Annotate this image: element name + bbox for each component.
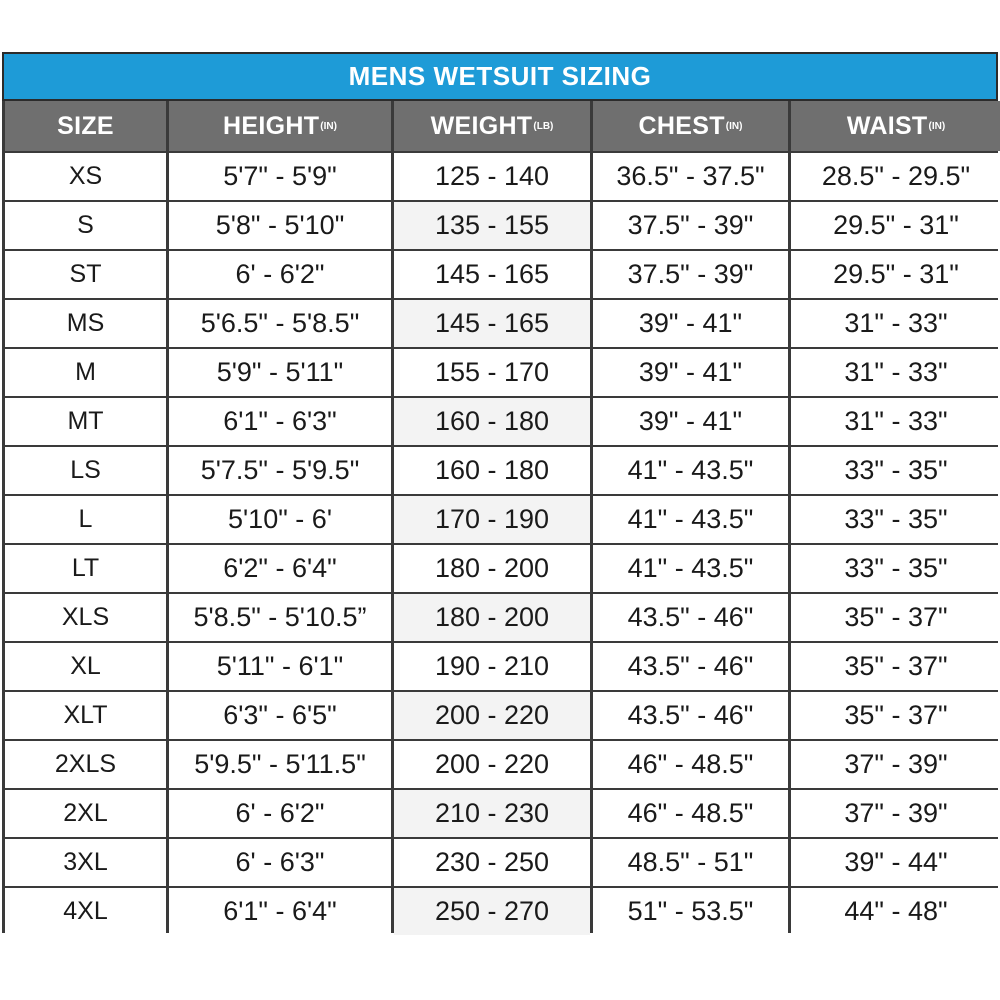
cell-weight: 180 - 200 [394, 545, 590, 592]
cell-size: M [5, 349, 166, 396]
cell-height: 6' - 6'2" [169, 251, 391, 298]
cell-chest: 37.5" - 39" [593, 202, 788, 249]
cell-height: 6' - 6'2" [169, 790, 391, 837]
cell-chest: 43.5" - 46" [593, 594, 788, 641]
cell-size: 3XL [5, 839, 166, 886]
header-label: HEIGHT [223, 111, 320, 140]
header-label: SIZE [57, 111, 114, 140]
cell-height: 5'11" - 6'1" [169, 643, 391, 690]
cell-waist: 35" - 37" [791, 643, 1000, 690]
cell-chest: 46" - 48.5" [593, 790, 788, 837]
cell-height: 5'7" - 5'9" [169, 153, 391, 200]
cell-weight: 125 - 140 [394, 153, 590, 200]
header-size [5, 101, 166, 151]
cell-size: 4XL [5, 888, 166, 935]
cell-chest: 41" - 43.5" [593, 496, 788, 543]
cell-size: XLT [5, 692, 166, 739]
cell-weight: 135 - 155 [394, 202, 590, 249]
cell-waist: 33" - 35" [791, 447, 1000, 494]
cell-chest: 37.5" - 39" [593, 251, 788, 298]
cell-chest: 43.5" - 46" [593, 643, 788, 690]
cell-chest: 36.5" - 37.5" [593, 153, 788, 200]
cell-size: 2XL [5, 790, 166, 837]
cell-size: LT [5, 545, 166, 592]
cell-size: S [5, 202, 166, 249]
header-chest [593, 101, 788, 151]
cell-waist: 31" - 33" [791, 300, 1000, 347]
header-weight [394, 101, 590, 151]
cell-waist: 31" - 33" [791, 349, 1000, 396]
cell-weight: 230 - 250 [394, 839, 590, 886]
cell-weight: 160 - 180 [394, 398, 590, 445]
cell-height: 5'8.5" - 5'10.5” [169, 594, 391, 641]
cell-height: 6'1" - 6'4" [169, 888, 391, 935]
header-unit: (LB) [533, 120, 554, 132]
cell-waist: 29.5" - 31" [791, 202, 1000, 249]
cell-size: XS [5, 153, 166, 200]
cell-waist: 33" - 35" [791, 496, 1000, 543]
sizing-chart [0, 52, 1000, 932]
header-unit: (IN) [725, 120, 743, 132]
cell-height: 6' - 6'3" [169, 839, 391, 886]
cell-weight: 155 - 170 [394, 349, 590, 396]
cell-height: 5'8" - 5'10" [169, 202, 391, 249]
cell-weight: 145 - 165 [394, 251, 590, 298]
cell-waist: 37" - 39" [791, 741, 1000, 788]
sizing-table [2, 101, 998, 933]
header-label: CHEST [638, 111, 725, 140]
cell-waist: 31" - 33" [791, 398, 1000, 445]
cell-height: 5'6.5" - 5'8.5" [169, 300, 391, 347]
cell-waist: 29.5" - 31" [791, 251, 1000, 298]
cell-size: XL [5, 643, 166, 690]
cell-weight: 200 - 220 [394, 741, 590, 788]
cell-chest: 48.5" - 51" [593, 839, 788, 886]
header-height [169, 101, 391, 151]
chart-title: MENS WETSUIT SIZING [2, 52, 998, 101]
cell-waist: 44" - 48" [791, 888, 1000, 935]
cell-height: 5'7.5" - 5'9.5" [169, 447, 391, 494]
cell-size: XLS [5, 594, 166, 641]
cell-size: 2XLS [5, 741, 166, 788]
header-unit: (IN) [320, 120, 337, 132]
cell-weight: 160 - 180 [394, 447, 590, 494]
cell-height: 6'1" - 6'3" [169, 398, 391, 445]
header-unit: (IN) [928, 120, 946, 132]
cell-height: 6'3" - 6'5" [169, 692, 391, 739]
header-label: WAIST [846, 111, 928, 140]
cell-size: L [5, 496, 166, 543]
header-label: WEIGHT [430, 111, 533, 140]
cell-waist: 33" - 35" [791, 545, 1000, 592]
cell-size: ST [5, 251, 166, 298]
cell-height: 5'9" - 5'11" [169, 349, 391, 396]
cell-chest: 39" - 41" [593, 349, 788, 396]
cell-weight: 145 - 165 [394, 300, 590, 347]
cell-weight: 190 - 210 [394, 643, 590, 690]
cell-waist: 39" - 44" [791, 839, 1000, 886]
cell-size: LS [5, 447, 166, 494]
cell-chest: 39" - 41" [593, 398, 788, 445]
cell-waist: 35" - 37" [791, 692, 1000, 739]
cell-weight: 170 - 190 [394, 496, 590, 543]
cell-waist: 28.5" - 29.5" [791, 153, 1000, 200]
cell-chest: 41" - 43.5" [593, 447, 788, 494]
cell-chest: 39" - 41" [593, 300, 788, 347]
cell-chest: 46" - 48.5" [593, 741, 788, 788]
cell-height: 6'2" - 6'4" [169, 545, 391, 592]
cell-chest: 41" - 43.5" [593, 545, 788, 592]
cell-chest: 51" - 53.5" [593, 888, 788, 935]
cell-weight: 250 - 270 [394, 888, 590, 935]
cell-height: 5'9.5" - 5'11.5" [169, 741, 391, 788]
header-waist [791, 101, 1000, 151]
cell-size: MT [5, 398, 166, 445]
cell-weight: 210 - 230 [394, 790, 590, 837]
cell-waist: 35" - 37" [791, 594, 1000, 641]
cell-chest: 43.5" - 46" [593, 692, 788, 739]
cell-height: 5'10" - 6' [169, 496, 391, 543]
cell-waist: 37" - 39" [791, 790, 1000, 837]
cell-size: MS [5, 300, 166, 347]
cell-weight: 200 - 220 [394, 692, 590, 739]
cell-weight: 180 - 200 [394, 594, 590, 641]
